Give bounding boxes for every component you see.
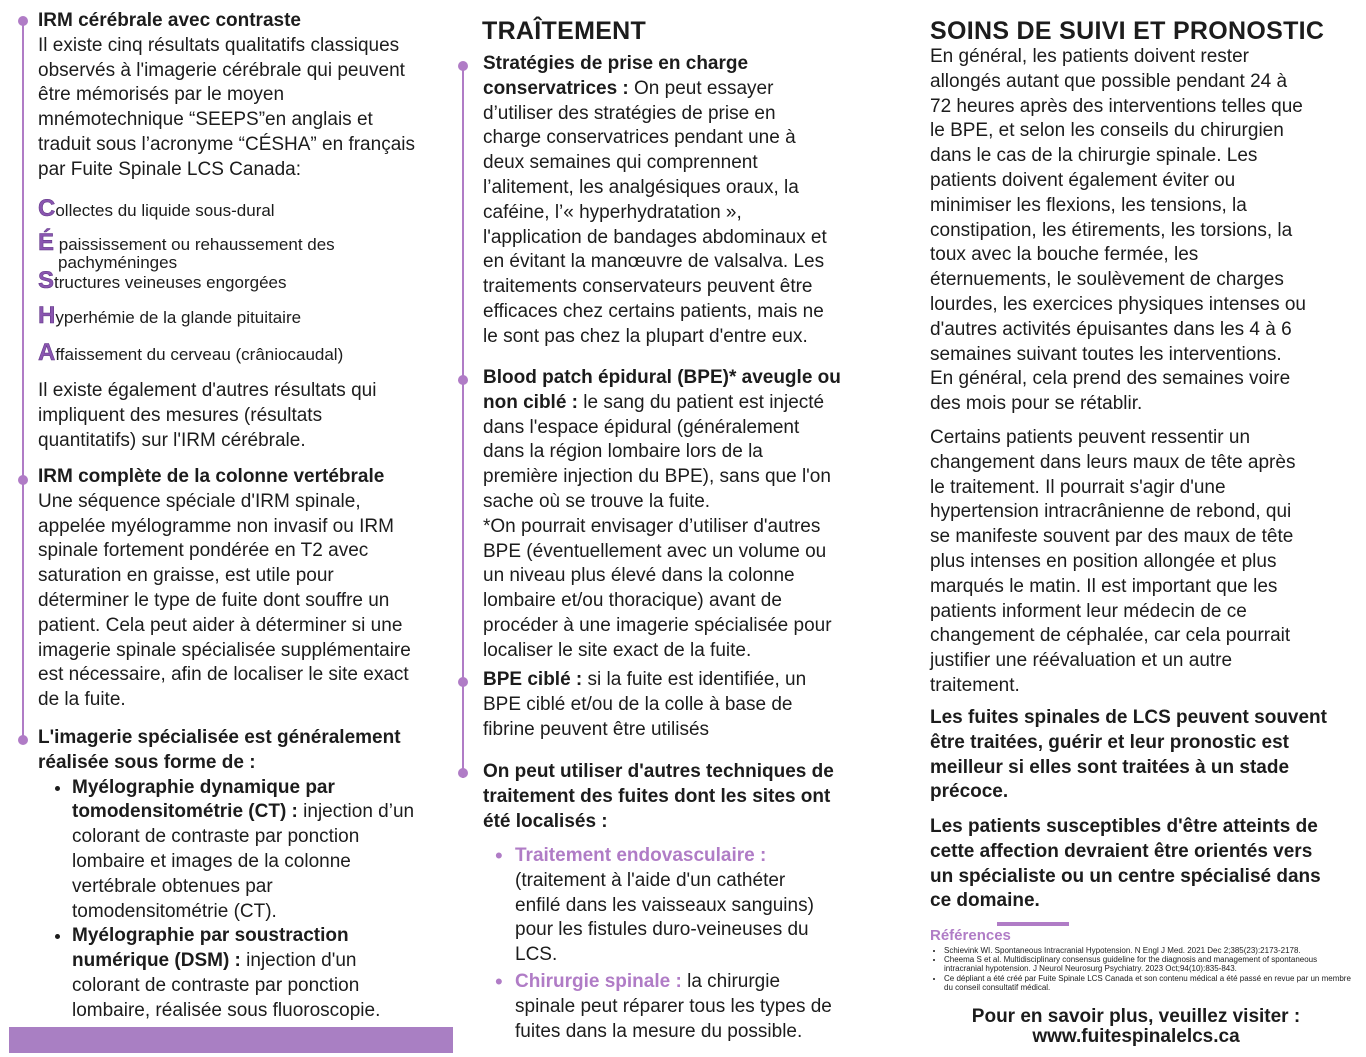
imaging-title: réalisée sous forme de :: [38, 751, 256, 773]
text-line: changement dans leurs maux de tête après: [930, 451, 1296, 473]
ct-label: Myélographie dynamique par: [72, 776, 335, 798]
text-line: [483, 391, 873, 416]
text-line: de la fuite.: [38, 689, 126, 711]
text-line: On peut utiliser d'autres techniques de: [483, 761, 834, 782]
text-line: Il existe également d'autres résultats qui: [38, 380, 377, 401]
text-line: allongés autant que possible pendant 24 à: [930, 70, 1288, 92]
text-span: fuites dans la mesure du possible.: [515, 1020, 803, 1042]
text-line: traitement des fuites dont les sites ont: [483, 785, 831, 807]
referral-statement: [930, 815, 1342, 914]
text-line: patients informent leur médecin de ce: [930, 600, 1247, 622]
text-line: meilleur si elles sont traitées à un stade: [930, 756, 1290, 778]
other-results: [38, 379, 468, 453]
text-line: constipation, les étirements, les torsions, la: [930, 219, 1293, 241]
text-line: traitement.: [930, 674, 1020, 696]
text-line: [483, 77, 873, 102]
text-line: dans le cas de la chirurgie spinale. Les: [930, 145, 1258, 167]
text-line: saturation en graisse, est utile pour: [38, 565, 334, 587]
call-to-action: [930, 1007, 1342, 1047]
text-span: la chirurgie: [681, 970, 781, 992]
text-line: se manifeste souvent par des maux de tête: [930, 526, 1294, 548]
text-line: ce domaine.: [930, 890, 1040, 912]
text-line: deux semaines qui comprennent: [483, 152, 758, 174]
text-line: traduit sous l’acronyme “CÉSHA” en français: [38, 133, 415, 155]
text-line: En général, cela prend des semaines voire: [930, 368, 1291, 390]
text-span: (traitement à l'aide d'un cathéter: [515, 869, 786, 891]
endovascular-label: Traitement endovasculaire :: [515, 845, 767, 866]
text-line: un niveau plus élevé dans la colonne: [483, 565, 795, 587]
followup-paragraph-2: [930, 426, 1342, 699]
irm-spine-section: [38, 465, 468, 713]
techniques-list: [483, 844, 873, 1044]
text-span: pour les fistules duro-veineuses du: [515, 919, 809, 941]
mnemonic-text: ffaissement du cerveau (crâniocaudal): [55, 345, 344, 364]
text-span: vertébrale obtenues par: [72, 875, 273, 897]
mnemonic-text: pachyméninges: [58, 253, 178, 272]
blood-patch-section: [483, 366, 873, 664]
text-line: hypertension intracrânienne de rebond, qui: [930, 501, 1292, 523]
text-line: patients doivent également éviter ou: [930, 169, 1236, 191]
text-line: appelée myélogramme non invasif ou IRM: [38, 515, 394, 537]
text-line: minimiser les flexions, les tensions, la: [930, 194, 1247, 216]
timeline-dot: [458, 677, 468, 687]
text-line: observés à l'imagerie cérébrale qui peuvent: [38, 59, 405, 81]
text-line: en évitant la manœuvre de valsalva. Les: [483, 251, 825, 273]
text-line: le traitement. Il pourrait s'agir d'une: [930, 476, 1226, 498]
text-span: On peut essayer: [628, 77, 774, 99]
list-item: [515, 970, 873, 1044]
timeline-dot: [18, 475, 28, 485]
text-line: d’utiliser des stratégies de prise en: [483, 102, 776, 124]
mnemonic-letter: C: [38, 195, 56, 222]
timeline-dot: [18, 16, 28, 26]
text-line: fibrine peuvent être utilisés: [483, 718, 710, 740]
text-line: être traitées, guérir et leur pronostic est: [930, 731, 1290, 753]
text-line: toux avec la bouche fermée, les: [930, 244, 1199, 266]
text-line: charge conservatrices pendant une à: [483, 127, 796, 149]
text-span: LCS.: [515, 944, 558, 966]
text-line: première injection du BPE), sans que l'on: [483, 466, 831, 488]
text-line: *On pourrait envisager d’utiliser d'autres: [483, 515, 821, 537]
conservative-section: [483, 52, 873, 350]
text-line: des mois pour se rétablir.: [930, 393, 1143, 415]
text-line: Les fuites spinales de LCS peuvent souvent: [930, 707, 1327, 728]
dsm-label: numérique (DSM) :: [72, 950, 241, 972]
mnemonic-text: yperhémie de la glande pituitaire: [55, 308, 302, 327]
references-list: [930, 946, 1354, 992]
text-line: l'application de bandages abdominaux et: [483, 226, 827, 248]
ct-label: tomodensitométrie (CT) :: [72, 801, 298, 823]
followup-paragraph-1: [930, 45, 1342, 417]
text-span: injection d’un: [297, 801, 415, 823]
text-line: plus intenses en position allongée et plus: [930, 550, 1277, 572]
text-line: Certains patients peuvent ressentir un: [930, 427, 1251, 448]
text-line: BPE (éventuellement avec un volume ou: [483, 540, 827, 562]
mnemonic-text: ollectes du liquide sous-dural: [55, 201, 275, 220]
text-line: [483, 668, 873, 693]
mnemonic-letter: A: [38, 339, 56, 366]
list-item: [72, 924, 468, 1023]
section-title: BPE ciblé :: [483, 669, 583, 690]
text-line: le sont pas chez la plupart d'entre eux.: [483, 325, 808, 347]
text-line: impliquent des mesures (résultats: [38, 404, 323, 426]
text-line: été localisés :: [483, 810, 608, 832]
text-span: lombaire et images de la colonne: [72, 850, 351, 872]
timeline-line: [462, 64, 464, 778]
text-line: semaines suivant toutes les interventions.: [930, 343, 1282, 365]
prognosis-statement: [930, 706, 1342, 805]
text-span: si la fuite est identifiée, un: [582, 669, 807, 690]
mnemonic-text: tructures veineuses engorgées: [54, 273, 287, 292]
text-span: colorant de contraste par ponction: [72, 974, 360, 996]
section-title: Stratégies de prise en charge: [483, 53, 749, 74]
text-line: l’alitement, les analgésiques oraux, la: [483, 176, 799, 198]
reference-item: • Schievink WI. Spontaneous Intracranial Hypotension. N Engl J Med. 2021 Dec 2;385(23):2173-2178.: [944, 946, 1354, 955]
timeline-dot: [458, 61, 468, 71]
text-line: localiser le site exact de la fuite.: [483, 639, 752, 661]
mnemonic-letter: É: [38, 229, 55, 256]
mnemonic-text: paississement ou rehaussement des: [58, 235, 335, 254]
text-line: 72 heures après des interventions telles que: [930, 95, 1303, 117]
decorative-bottom-bar: [9, 1027, 453, 1053]
timeline-line: [22, 22, 24, 742]
mnemonic-item: [38, 267, 287, 294]
text-line: justifier une réévaluation et un autre: [930, 650, 1233, 672]
list-item: [515, 844, 873, 968]
text-line: caféine, l’« hyperhydratation »,: [483, 201, 742, 223]
treatment-heading: TRAÎTEMENT: [482, 17, 647, 45]
surgery-label: Chirurgie spinale :: [515, 970, 682, 992]
text-line: être mémorisés par le moyen: [38, 84, 285, 106]
text-line: un spécialiste ou un centre spécialisé dans: [930, 865, 1321, 887]
text-span: injection d'un: [240, 950, 357, 972]
imaging-title: L'imagerie spécialisée est généralement: [38, 727, 401, 748]
text-line: dans l'espace épidural (généralement: [483, 416, 800, 438]
other-techniques-section: [483, 760, 873, 834]
cta-text: Pour en savoir plus, veuillez visiter :: [971, 1006, 1301, 1027]
text-line: efficaces chez certains patients, mais ne: [483, 300, 824, 322]
followup-heading: SOINS DE SUIVI ET PRONOSTIC: [930, 17, 1325, 45]
text-line: patient. Cela peut aider à déterminer si une: [38, 614, 403, 636]
divider: [997, 922, 1069, 926]
text-span: enfilé dans les vaisseaux sanguins): [515, 894, 814, 916]
text-span: le sang du patient est injecté: [578, 391, 825, 413]
text-line: imagerie spinale spécialisée supplémentaire: [38, 639, 411, 661]
text-line: Une séquence spéciale d'IRM spinale,: [38, 490, 361, 512]
text-line: éternuements, le soulèvement de charges: [930, 269, 1284, 291]
mnemonic-letter: H: [38, 302, 56, 329]
text-line: le BPE, et selon les conseils du chirurgien: [930, 120, 1284, 142]
irm-brain-section: [38, 9, 468, 183]
text-line: quantitatifs) sur l'IRM cérébrale.: [38, 429, 306, 451]
mnemonic-item: [38, 302, 302, 329]
text-line: spinale fortement pondérée en T2 avec: [38, 540, 369, 562]
text-span: colorant de contraste par ponction: [72, 826, 360, 848]
references-title: Références: [930, 927, 1011, 944]
reference-item: • Cheema S et al. Multidisciplinary consensus guideline for the diagnosis and management of spontaneous intracranial hypotension. J Neurol Neurosurg Psychiatry. 2023 Oct;94(10):835-843.: [944, 955, 1354, 973]
section-title: Blood patch épidural (BPE)* aveugle ou: [483, 367, 841, 388]
mnemonic-item: [38, 229, 335, 272]
mnemonic-letter: S: [38, 267, 55, 294]
text-line: mnémotechnique “SEEPS”en anglais et: [38, 109, 373, 131]
section-title: non ciblé :: [483, 391, 578, 413]
mnemonic-item: [38, 195, 275, 222]
text-line: changement de céphalée, car cela pourrait: [930, 625, 1291, 647]
text-line: d'autres activités épuisantes dans les 4 à 6: [930, 318, 1292, 340]
website-link[interactable]: www.fuitespinalelcs.ca: [1032, 1026, 1240, 1047]
text-line: lombaire et/ou thoracique) avant de: [483, 590, 782, 612]
irm-brain-title: IRM cérébrale avec contraste: [38, 10, 301, 31]
timeline-dot: [18, 735, 28, 745]
text-line: déterminer le type de fuite dont souffre un: [38, 589, 390, 611]
timeline-dot: [458, 768, 468, 778]
text-line: procéder à une imagerie spécialisée pour: [483, 614, 832, 636]
section-title: conservatrices :: [483, 77, 629, 99]
text-line: En général, les patients doivent rester: [930, 46, 1249, 67]
text-line: marqués le matin. Il est important que les: [930, 575, 1278, 597]
text-line: par Fuite Spinale LCS Canada:: [38, 158, 301, 180]
targeted-bpe-section: [483, 668, 873, 742]
timeline-dot: [458, 375, 468, 385]
text-line: cette affection devraient être orientés vers: [930, 840, 1313, 862]
text-line: dans la région lombaire lors de la: [483, 441, 763, 463]
text-line: précoce.: [930, 781, 1009, 803]
text-line: lourdes, les exercices physiques intenses ou: [930, 293, 1306, 315]
text-span: lombaire, réalisée sous fluoroscopie.: [72, 999, 381, 1021]
text-line: Les patients susceptibles d'être atteints de: [930, 816, 1318, 837]
text-line: BPE ciblé et/ou de la colle à base de: [483, 693, 793, 715]
irm-spine-title: IRM complète de la colonne vertébrale: [38, 466, 385, 487]
text-span: tomodensitométrie (CT).: [72, 900, 277, 922]
text-line: Il existe cinq résultats qualitatifs classiques: [38, 34, 400, 56]
text-line: sache où se trouve la fuite.: [483, 490, 711, 512]
mnemonic-item: [38, 339, 344, 366]
text-line: est nécessaire, afin de localiser le site exact: [38, 664, 409, 686]
reference-item: • Ce dépliant a été créé par Fuite Spinale LCS Canada et son contenu médical a été passé en revue par un membre du conseil consultatif médical.: [944, 974, 1354, 992]
dsm-label: Myélographie par soustraction: [72, 925, 349, 947]
imaging-section: [38, 726, 468, 1024]
text-span: spinale peut réparer tous les types de: [515, 995, 832, 1017]
list-item: [72, 776, 468, 925]
text-line: traitements conservateurs peuvent être: [483, 276, 813, 298]
